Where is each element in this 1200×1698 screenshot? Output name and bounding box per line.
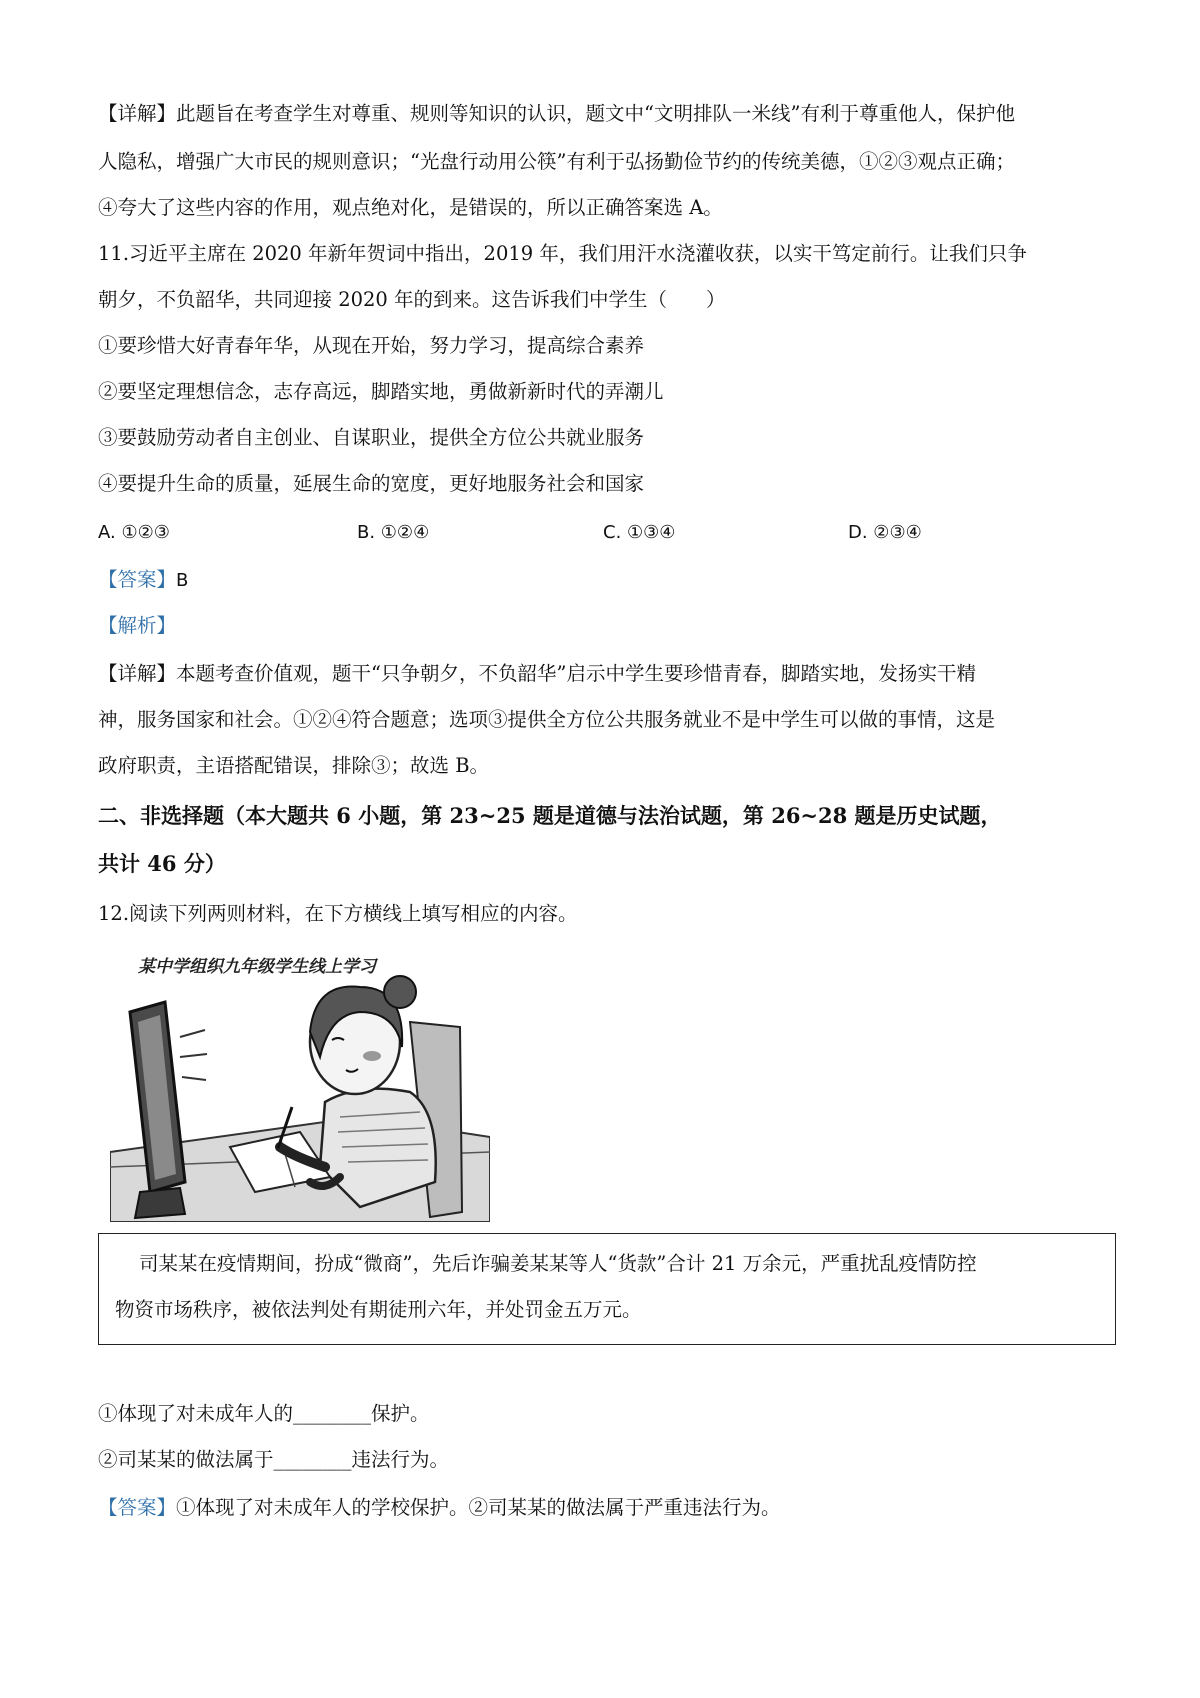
detail-text-line: 政府职责，主语搭配错误，排除③；故选 B。 — [98, 754, 490, 777]
answer-line — [98, 1494, 781, 1522]
question-11-stem: 朝夕，不负韶华，共同迎接 2020 年的到来。这告诉我们中学生（ ） — [98, 288, 726, 311]
section-heading: 二、非选择题（本大题共 6 小题，第 23~25 题是道德与法治试题，第 26~28 题是历史试题， — [98, 803, 1002, 828]
fill-blank-1: ①体现了对未成年人的________保护。 — [98, 1402, 430, 1425]
fill-blank-2: ②司某某的做法属于________违法行为。 — [98, 1448, 450, 1471]
question-12-stem: 12.阅读下列两则材料，在下方横线上填写相应的内容。 — [98, 902, 578, 925]
section-heading: 共计 46 分） — [98, 851, 226, 876]
detail-text-line: ④夸大了这些内容的作用，观点绝对化，是错误的，所以正确答案选 A。 — [98, 196, 723, 219]
option-a: A. ①②③ — [98, 522, 170, 543]
question-item: ①要珍惜大好青春年华，从现在开始，努力学习，提高综合素养 — [98, 334, 645, 357]
material-text-line: 物资市场秩序，被依法判处有期徒刑六年，并处罚金五万元。 — [115, 1298, 642, 1321]
material-text-line: 司某某在疫情期间，扮成“微商”，先后诈骗姜某某等人“货款”合计 21 万余元，严重扰乱疫情防控 — [139, 1252, 977, 1275]
answer-value: B — [176, 570, 189, 591]
question-item: ④要提升生命的质量，延展生命的宽度，更好地服务社会和国家 — [98, 472, 645, 495]
detail-text-line: 人隐私，增强广大市民的规则意识；“光盘行动用公筷”有利于弘扬勤俭节约的传统美德，①②③观点正确； — [98, 150, 1015, 173]
detail-text-line: 神，服务国家和社会。①②④符合题意；选项③提供全方位公共服务就业不是中学生可以做的事情，这是 — [98, 708, 996, 731]
option-b: B. ①②④ — [357, 522, 430, 543]
student-online-study-illustration — [110, 952, 490, 1222]
answer-value: ①体现了对未成年人的学校保护。②司某某的做法属于严重违法行为。 — [176, 1496, 781, 1519]
analysis-tag: 【解析】 — [98, 614, 177, 637]
answer-tag: 【答案】 — [98, 568, 177, 591]
material-box — [98, 1233, 1116, 1345]
option-c: C. ①③④ — [603, 522, 676, 543]
answer-tag: 【答案】 — [98, 1496, 177, 1519]
detail-text-line: 【详解】本题考查价值观，题干“只争朝夕，不负韶华”启示中学生要珍惜青春，脚踏实地，发扬实干精 — [98, 662, 976, 685]
detail-text-line: 【详解】此题旨在考查学生对尊重、规则等知识的认识，题文中“文明排队一米线”有利于尊重他人，保护他 — [98, 102, 1015, 125]
question-item: ③要鼓励劳动者自主创业、自谋职业，提供全方位公共就业服务 — [98, 426, 645, 449]
question-item: ②要坚定理想信念，志存高远，脚踏实地，勇做新新时代的弄潮儿 — [98, 380, 664, 403]
question-11-stem: 11.习近平主席在 2020 年新年贺词中指出，2019 年，我们用汗水浇灌收获，以实干笃定前行。让我们只争 — [98, 242, 1027, 265]
answer-line — [98, 566, 188, 595]
illustration-drawing — [110, 952, 490, 1222]
illustration-caption: 某中学组织九年级学生线上学习 — [138, 957, 376, 977]
option-d: D. ②③④ — [848, 522, 922, 543]
